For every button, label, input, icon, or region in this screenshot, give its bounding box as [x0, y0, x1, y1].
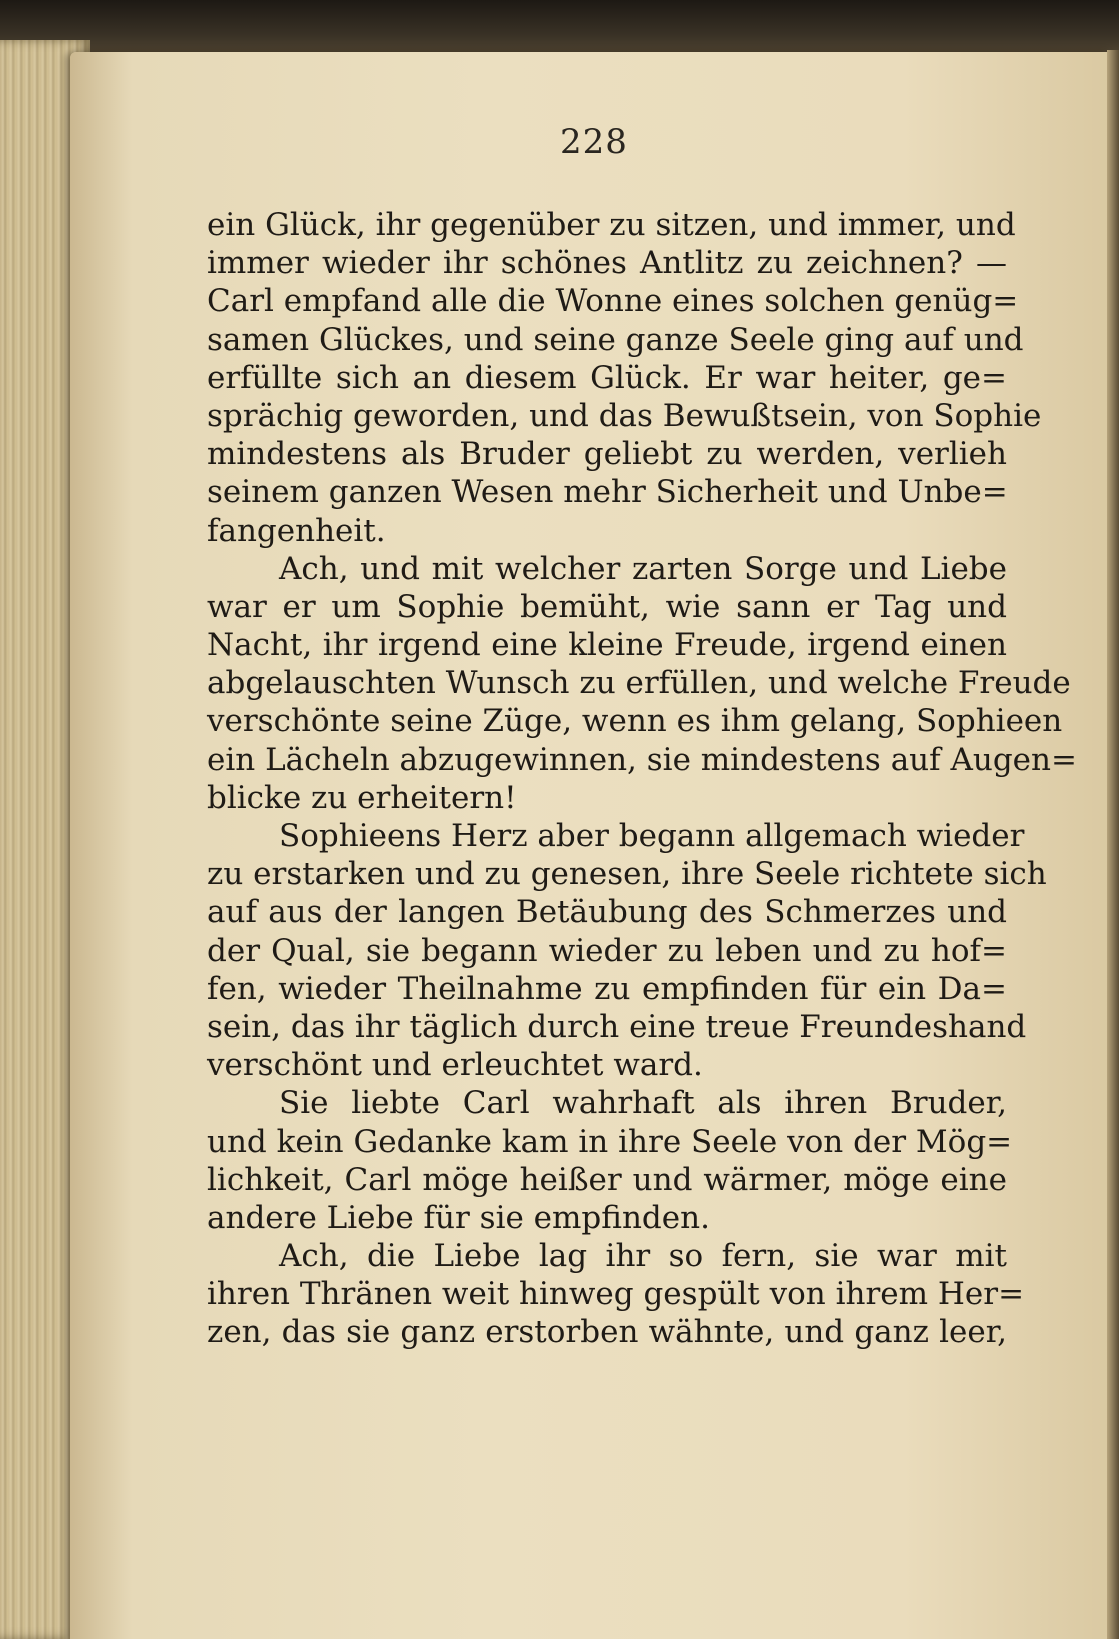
text-line: erfüllte sich an diesem Glück. Er war heiter, ge=: [207, 359, 1007, 396]
page-number: 228: [560, 122, 628, 162]
text-line: mindestens als Bruder geliebt zu werden, verlieh: [207, 436, 1007, 473]
text-line: andere Liebe für sie empfinden.: [207, 1199, 710, 1236]
text-line: zu erstarken und zu genesen, ihre Seele richtete sich: [207, 856, 1047, 893]
text-line: ihren Thränen weit hinweg gespült von ihrem Her=: [207, 1276, 1025, 1313]
text-line: war er um Sophie bemüht, wie sann er Tag und: [207, 588, 1007, 625]
text-line: verschönte seine Züge, wenn es ihm gelang, Sophieen: [207, 703, 1063, 740]
gutter-shadow: [1107, 50, 1119, 1639]
book-cover-edge: [0, 0, 1119, 60]
text-line: immer wieder ihr schönes Antlitz zu zeichnen? —: [207, 245, 1007, 282]
text-line: auf aus der langen Betäubung des Schmerzes und: [207, 894, 1007, 931]
text-line: sprächig geworden, und das Bewußtsein, von Sophie: [207, 397, 1042, 434]
text-line: sein, das ihr täglich durch eine treue Freundeshand: [207, 1008, 1027, 1045]
text-line: fangenheit.: [207, 512, 386, 549]
text-line: der Qual, sie begann wieder zu leben und zu hof=: [207, 932, 1007, 969]
body-text: [207, 206, 1077, 1352]
text-line: verschönt und erleuchtet ward.: [207, 1047, 703, 1084]
text-line: zen, das sie ganz erstorben wähnte, und ganz leer,: [207, 1314, 1007, 1351]
text-line: lichkeit, Carl möge heißer und wärmer, möge eine: [207, 1161, 1007, 1198]
text-line: ein Lächeln abzugewinnen, sie mindestens auf Augen=: [207, 741, 1077, 778]
text-line: Sie liebte Carl wahrhaft als ihren Bruder,: [279, 1085, 1007, 1122]
text-line: fen, wieder Theilnahme zu empfinden für ein Da=: [207, 970, 1007, 1007]
text-line: blicke zu erheitern!: [207, 779, 517, 816]
text-line: und kein Gedanke kam in ihre Seele von der Mög=: [207, 1123, 1013, 1160]
text-line: abgelauschten Wunsch zu erfüllen, und welche Freude: [207, 665, 1071, 702]
text-line: Ach, und mit welcher zarten Sorge und Liebe: [279, 550, 1007, 587]
text-line: seinem ganzen Wesen mehr Sicherheit und Unbe=: [207, 474, 1008, 511]
text-line: ein Glück, ihr gegenüber zu sitzen, und immer, und: [207, 207, 1016, 243]
text-line: Nacht, ihr irgend eine kleine Freude, irgend einen: [207, 627, 1007, 664]
text-line: samen Glückes, und seine ganze Seele ging auf und: [207, 321, 1024, 358]
text-line: Carl empfand alle die Wonne eines solchen genüg=: [207, 283, 1019, 320]
text-line: Sophieens Herz aber begann allgemach wieder: [279, 818, 1025, 854]
text-line: Ach, die Liebe lag ihr so fern, sie war mit: [279, 1238, 1007, 1275]
